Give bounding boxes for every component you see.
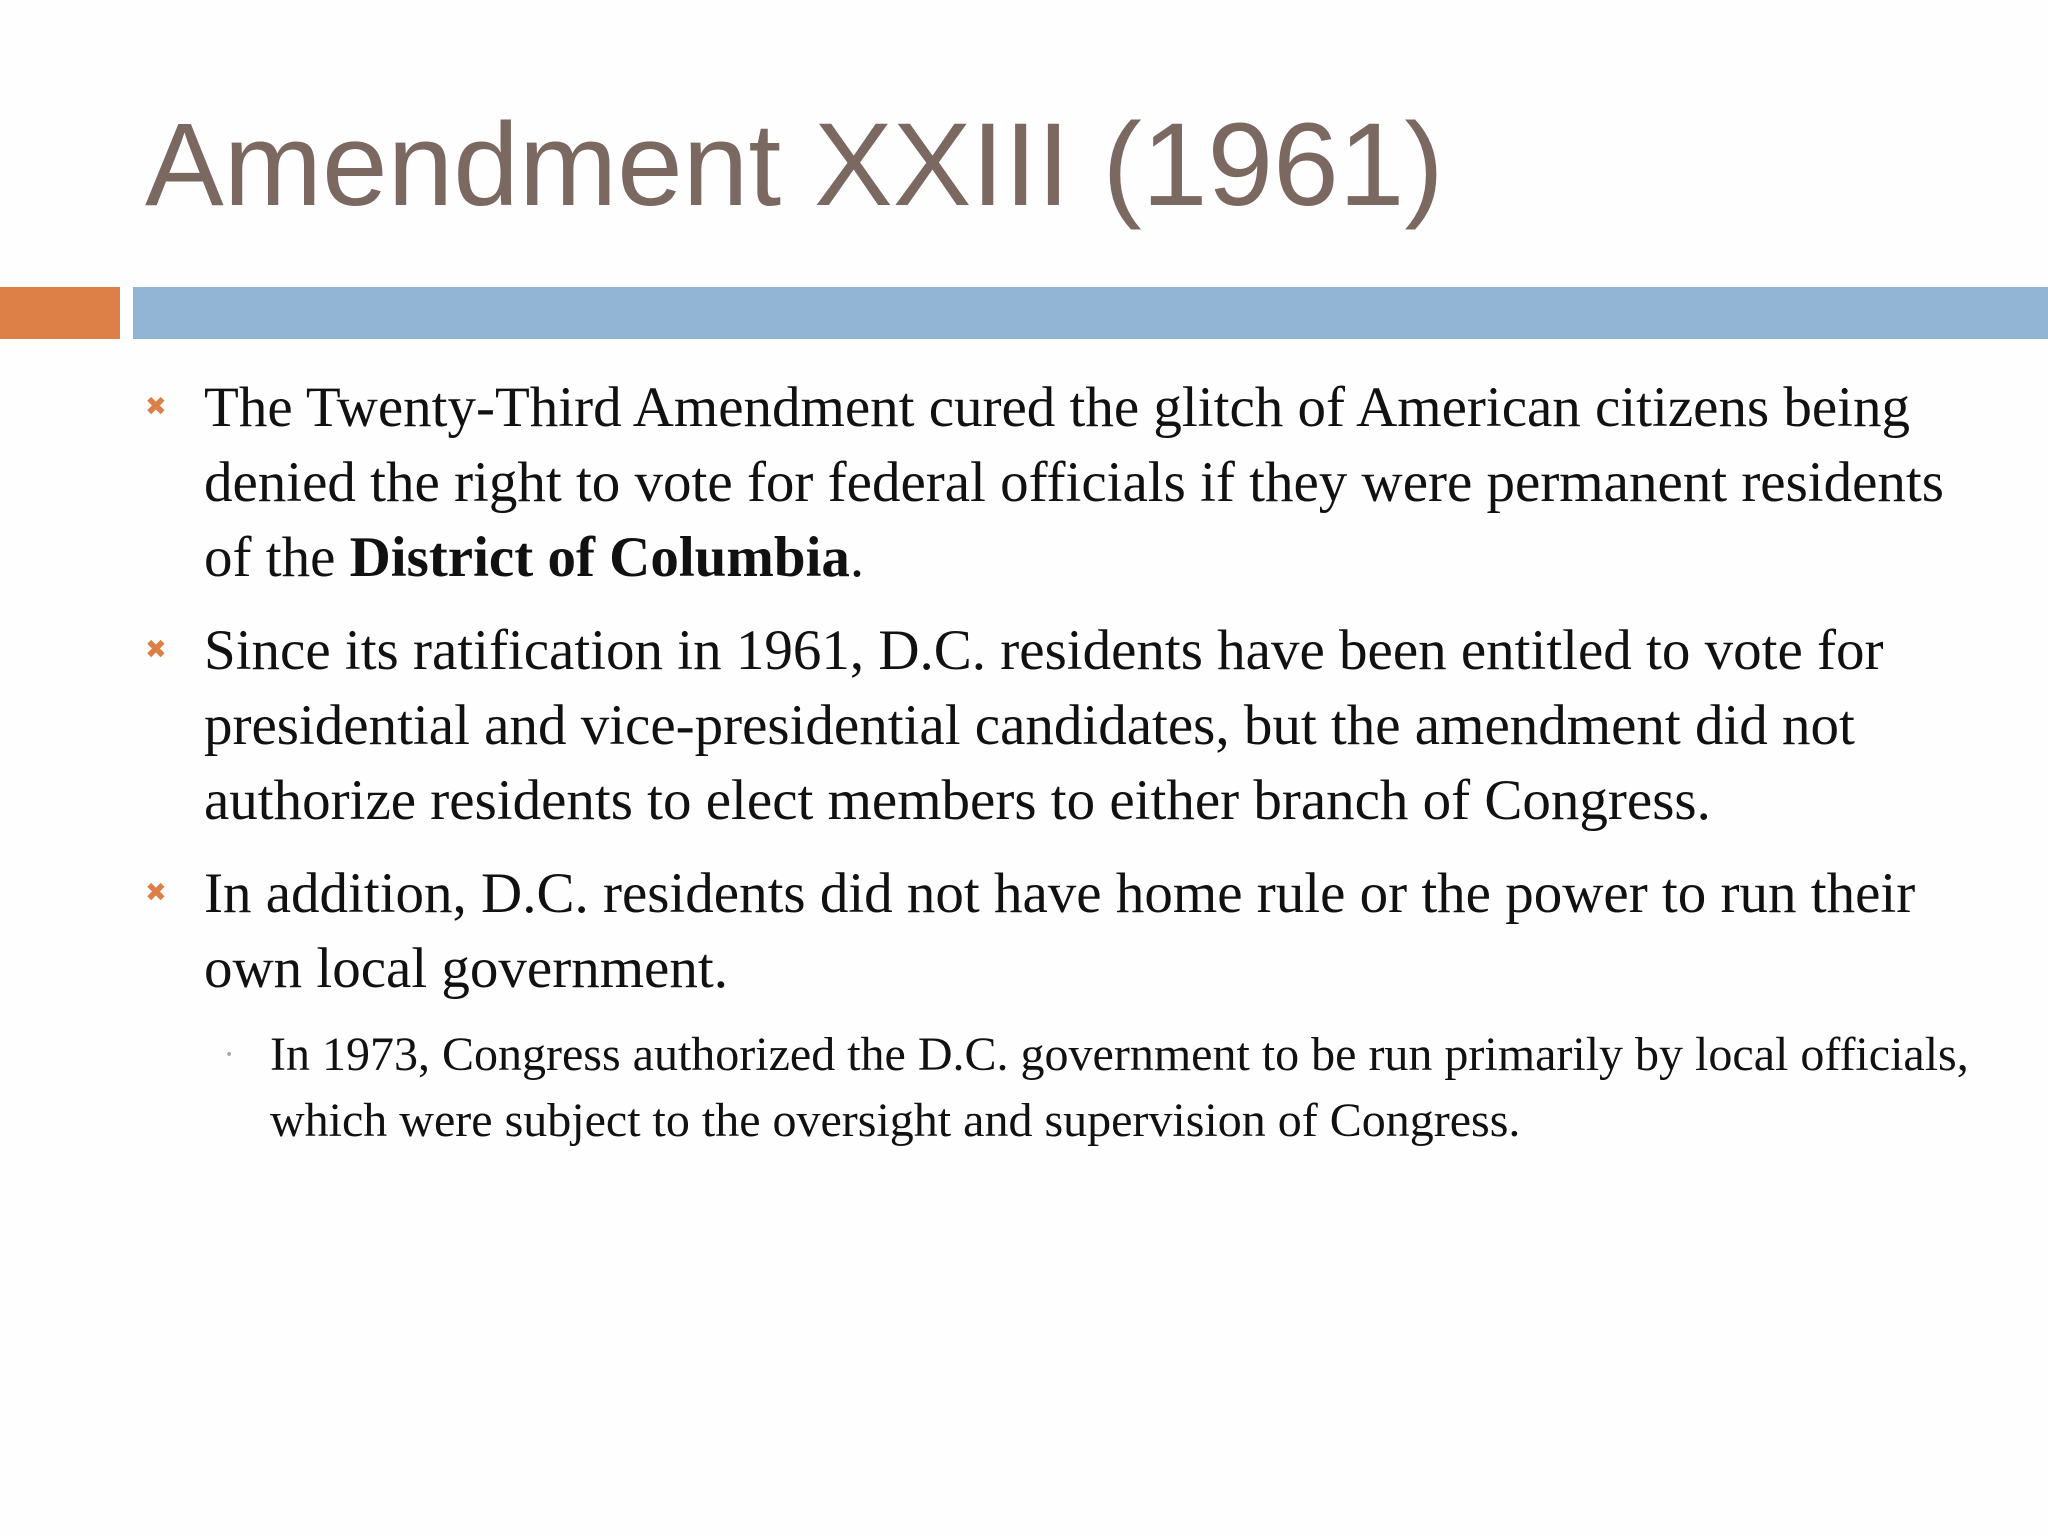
sub-bullet-text: In 1973, Congress authorized the D.C. government to be run primarily by local officials, which were subject to the oversight and supervision of Congress. [270, 1028, 1969, 1147]
bullet-text: In addition, D.C. residents did not have home rule or the power to run their own local government. [204, 862, 1916, 1000]
dot-icon: • [225, 1047, 234, 1063]
bullet-bold-text: District of Columbia [349, 526, 850, 589]
bullet-text: The Twenty-Third Amendment cured the glitch of American citizens being denied the right to vote for federal officials if they were permanent residents of the [204, 376, 1944, 589]
bullet-text-end: . [849, 526, 865, 589]
x-mark-icon: ✖ [145, 878, 167, 908]
bullet-item [145, 856, 1985, 1006]
bullet-item [145, 370, 1985, 595]
bullet-list [145, 370, 1985, 1154]
bullet-item [145, 613, 1985, 838]
slide-title: Amendment XXIII (1961) [145, 99, 1444, 231]
orange-accent-bar [0, 287, 120, 339]
sub-bullet-item [225, 1022, 1970, 1154]
blue-accent-bar [133, 287, 2048, 339]
bullet-text: Since its ratification in 1961, D.C. residents have been entitled to vote for presidential and vice-presidential candidates, but the amendment did not authorize residents to elect members to either branch of Congress. [204, 619, 1884, 832]
x-mark-icon: ✖ [145, 392, 167, 422]
x-mark-icon: ✖ [145, 635, 167, 665]
